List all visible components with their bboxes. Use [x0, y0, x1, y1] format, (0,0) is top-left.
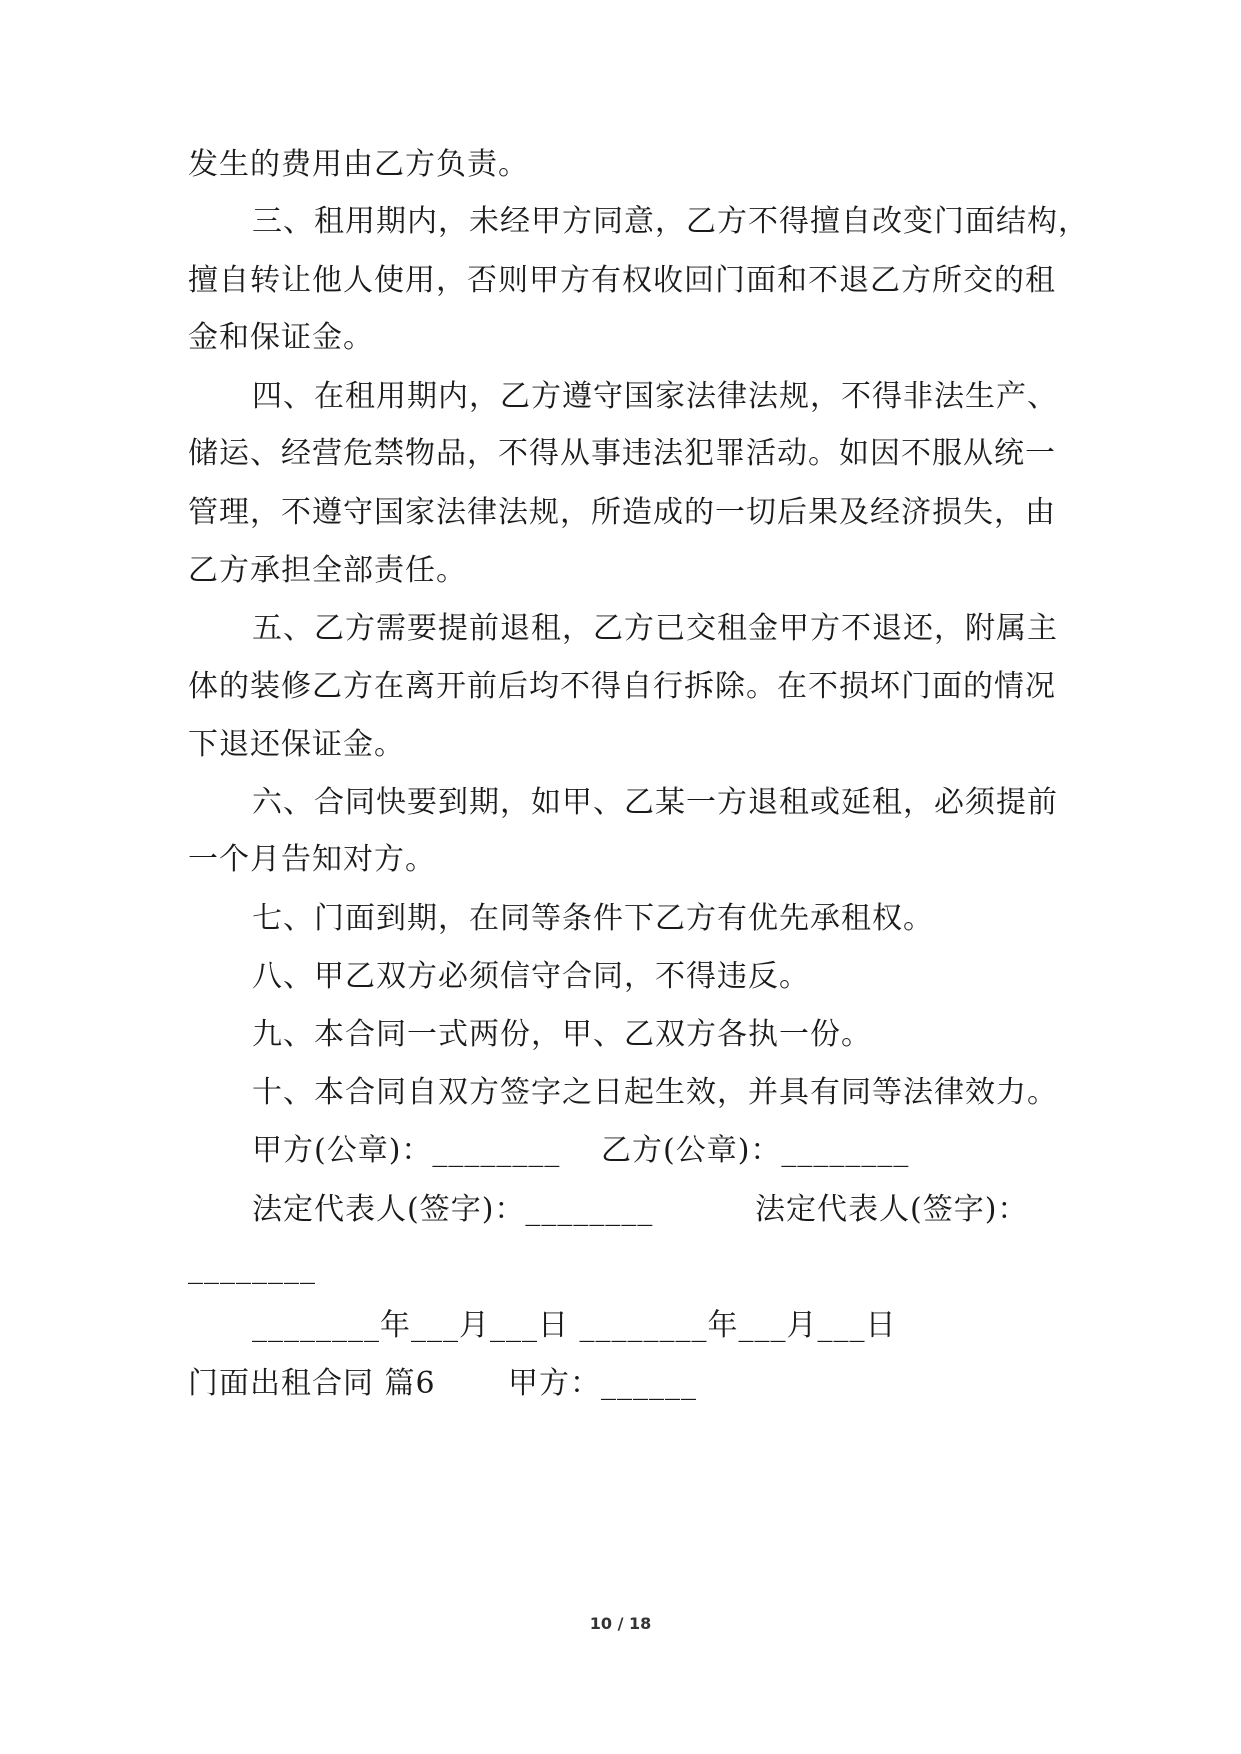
clause-8-line: 八、甲乙双方必须信守合同，不得违反。 [252, 959, 810, 994]
paragraph-line: 体的装修乙方在离开前后均不得自行拆除。在不损坏门面的情况 [188, 669, 1056, 704]
clause-5-line: 五、乙方需要提前退租，乙方已交租金甲方不退还，附属主 [252, 611, 1058, 646]
party-b-seal-field: 乙方(公章)：________ [601, 1133, 910, 1168]
page-number: 10 / 18 [589, 1614, 652, 1633]
paragraph-line: 下退还保证金。 [188, 727, 405, 762]
paragraph-line: 管理，不遵守国家法律法规，所造成的一切后果及经济损失，由 [188, 495, 1056, 530]
representative-b-field: 法定代表人(签字)： [755, 1192, 1029, 1227]
clause-7-line: 七、门面到期，在同等条件下乙方有优先承租权。 [252, 901, 934, 936]
paragraph-line: 储运、经营危禁物品，不得从事违法犯罪活动。如因不服从统一 [188, 436, 1056, 471]
clause-3-line: 三、租用期内，未经甲方同意，乙方不得擅自改变门面结构， [252, 204, 1089, 239]
clause-9-line: 九、本合同一式两份，甲、乙双方各执一份。 [252, 1017, 872, 1052]
paragraph-line: 发生的费用由乙方负责。 [188, 147, 529, 182]
clause-6-line: 六、合同快要到期，如甲、乙某一方退租或延租，必须提前 [252, 785, 1058, 820]
paragraph-line: 金和保证金。 [188, 320, 374, 355]
paragraph-line: 一个月告知对方。 [188, 842, 436, 877]
representative-a-field: 法定代表人(签字)：________ [252, 1192, 654, 1227]
clause-10-line: 十、本合同自双方签字之日起生效，并具有同等法律效力。 [252, 1075, 1058, 1110]
party-a-seal-field: 甲方(公章)：________ [252, 1133, 561, 1168]
next-contract-party-a: 甲方：______ [508, 1366, 697, 1401]
paragraph-line: 擅自转让他人使用，否则甲方有权收回门面和不退乙方所交的租 [188, 263, 1056, 298]
clause-4-line: 四、在租用期内，乙方遵守国家法律法规，不得非法生产、 [252, 379, 1058, 414]
signature-dates: ________年___月___日 ________年___月___日 [252, 1308, 897, 1343]
next-contract-title: 门面出租合同 篇6 [188, 1366, 436, 1401]
representative-b-blank: ________ [188, 1250, 316, 1285]
paragraph-line: 乙方承担全部责任。 [188, 553, 467, 588]
